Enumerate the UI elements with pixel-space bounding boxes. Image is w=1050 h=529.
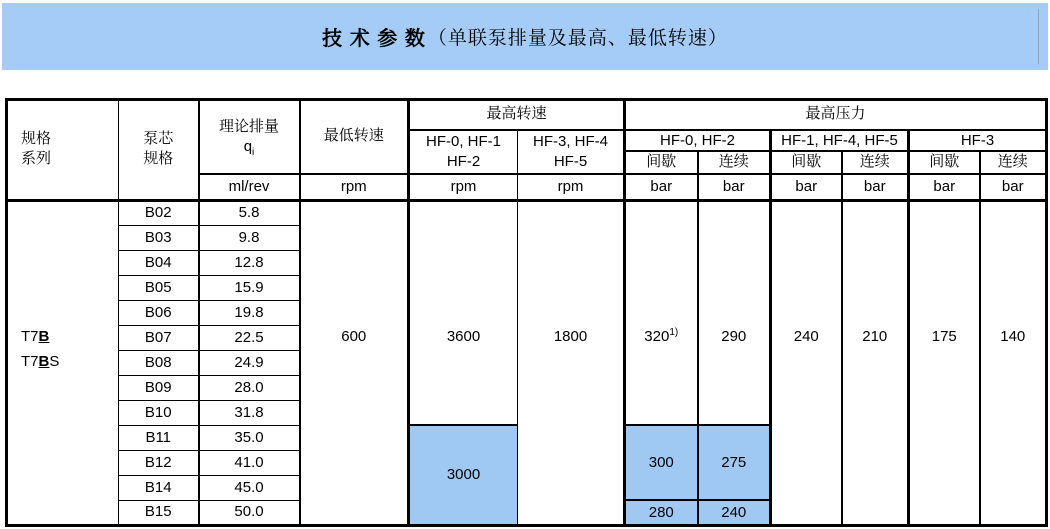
model-cell: B08 [119, 350, 199, 375]
model-cell: B14 [119, 475, 199, 500]
header-max-pressure: 最高压力 [625, 100, 1047, 130]
hf3-intermittent-value: 175 [909, 200, 980, 525]
displacement-cell: 5.8 [199, 200, 300, 225]
unit-min-speed: rpm [300, 174, 409, 200]
header-intermittent-hf3: 间歇 [909, 151, 980, 174]
max-speed-hf012-reduced-value: 3000 [409, 425, 518, 525]
header-speed-group-hf345: HF-3, HF-4 HF-5 [518, 130, 625, 175]
displacement-cell: 31.8 [199, 400, 300, 425]
header-speed-group-hf012: HF-0, HF-1 HF-2 [409, 130, 518, 175]
series-t7b: T7B [21, 327, 50, 345]
series-names-cell [7, 200, 119, 525]
displacement-symbol: $q_i$ [243, 138, 255, 158]
unit-bar-6: bar [980, 174, 1047, 200]
hf02-continuous-reduced-value: 275 [698, 425, 771, 500]
table-row [7, 200, 1047, 225]
unit-bar-3: bar [771, 174, 842, 200]
model-cell: B11 [119, 425, 199, 450]
displacement-cell: 50.0 [199, 500, 300, 525]
header-continuous-hf02: 连续 [698, 151, 771, 174]
page-subtitle: （单联泵排量及最高、最低转速） [427, 28, 728, 49]
hf02-continuous-value: 290 [698, 200, 771, 425]
header-intermittent-hf145: 间歇 [771, 151, 842, 174]
page-banner [2, 3, 1048, 70]
unit-bar-2: bar [698, 174, 771, 200]
displacement-cell: 41.0 [199, 450, 300, 475]
unit-displacement: ml/rev [199, 174, 300, 200]
header-intermittent-hf02: 间歇 [625, 151, 698, 174]
min-speed-value: 600 [300, 200, 409, 525]
unit-bar-1: bar [625, 174, 698, 200]
parameters-table [5, 98, 1048, 527]
header-core-size: 泵芯 规格 [119, 100, 199, 201]
displacement-cell: 45.0 [199, 475, 300, 500]
header-continuous-hf3: 连续 [980, 151, 1047, 174]
model-cell: B02 [119, 200, 199, 225]
header-min-speed: 最低转速 [300, 100, 409, 175]
model-cell: B05 [119, 275, 199, 300]
max-speed-hf345-value: 1800 [518, 200, 625, 525]
model-cell: B10 [119, 400, 199, 425]
hf02-intermittent-value: 320$^{1)}$ [625, 200, 698, 425]
header-continuous-hf145: 连续 [842, 151, 909, 174]
header-max-speed: 最高转速 [409, 100, 625, 130]
unit-speed-hf012: rpm [409, 174, 518, 200]
header-pressure-group-hf145: HF-1, HF-4, HF-5 [771, 130, 909, 152]
unit-bar-5: bar [909, 174, 980, 200]
displacement-cell: 22.5 [199, 325, 300, 350]
header-pressure-group-hf02: HF-0, HF-2 [625, 130, 771, 152]
model-cell: B06 [119, 300, 199, 325]
model-cell: B09 [119, 375, 199, 400]
header-series: 规格 系列 [7, 100, 119, 201]
hf145-continuous-value: 210 [842, 200, 909, 525]
displacement-cell: 24.9 [199, 350, 300, 375]
max-speed-hf012-value: 3600 [409, 200, 518, 425]
model-cell: B04 [119, 250, 199, 275]
hf02-intermittent-b15-value: 280 [625, 500, 698, 525]
header-pressure-group-hf3: HF-3 [909, 130, 1047, 152]
hf02-continuous-b15-value: 240 [698, 500, 771, 525]
page-title: 技 术 参 数 [322, 28, 426, 50]
model-cell: B12 [119, 450, 199, 475]
banner-edge-line [1038, 9, 1039, 64]
displacement-cell: 28.0 [199, 375, 300, 400]
displacement-cell: 9.8 [199, 225, 300, 250]
hf145-intermittent-value: 240 [771, 200, 842, 525]
unit-speed-hf345: rpm [518, 174, 625, 200]
displacement-cell: 15.9 [199, 275, 300, 300]
displacement-cell: 35.0 [199, 425, 300, 450]
series-t7bs: T7BS [21, 352, 60, 370]
footnote-marker: 1) [669, 326, 679, 338]
unit-bar-4: bar [842, 174, 909, 200]
model-cell: B07 [119, 325, 199, 350]
header-displacement: 理论排量 $q_i$ [199, 100, 300, 175]
hf3-continuous-value: 140 [980, 200, 1047, 525]
displacement-cell: 12.8 [199, 250, 300, 275]
model-cell: B15 [119, 500, 199, 525]
displacement-cell: 19.8 [199, 300, 300, 325]
hf02-intermittent-reduced-value: 300 [625, 425, 698, 500]
model-cell: B03 [119, 225, 199, 250]
